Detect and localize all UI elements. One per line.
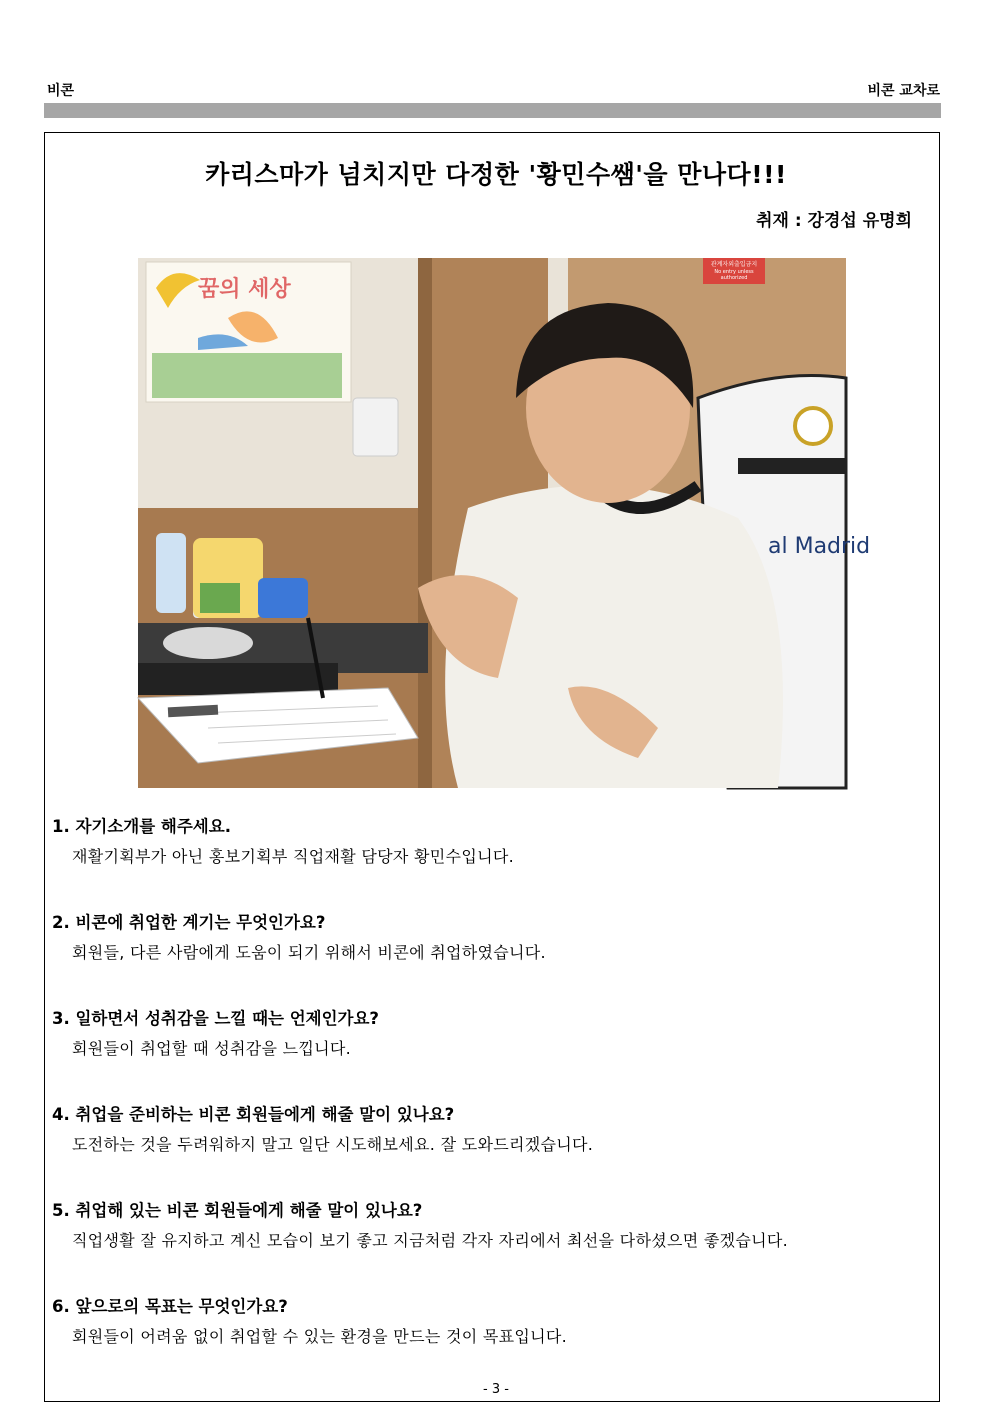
header-left-label: 비콘 — [47, 83, 75, 99]
qa-item-4 — [52, 1103, 932, 1157]
svg-text:authorized: authorized — [720, 275, 748, 281]
header-divider-bar — [44, 103, 941, 118]
page-number: - 3 - — [483, 1382, 509, 1397]
question-4: 4. 취업을 준비하는 비콘 회원들에게 해줄 말이 있나요? — [52, 1105, 455, 1124]
question-3: 3. 일하면서 성취감을 느낄 때는 언제인가요? — [52, 1009, 380, 1028]
qa-item-3 — [52, 1007, 932, 1061]
answer-1: 재활기획부가 아닌 홍보기획부 직업재활 담당자 황민수입니다. — [72, 847, 514, 866]
answer-2: 회원들, 다른 사람에게 도움이 되기 위해서 비콘에 취업하였습니다. — [72, 943, 546, 962]
article-byline: 취재 : 강경섭 유명희 — [756, 211, 912, 231]
answer-5: 직업생활 잘 유지하고 계신 모습이 보기 좋고 지금처럼 각자 자리에서 최선을 다하셨으면 좋겠습니다. — [72, 1231, 789, 1250]
qa-item-5 — [52, 1199, 932, 1253]
qa-item-2 — [52, 911, 932, 965]
interview-photo — [138, 258, 871, 788]
svg-text:관계자외출입금지: 관계자외출입금지 — [710, 261, 758, 268]
question-6: 6. 앞으로의 목표는 무엇인가요? — [52, 1297, 288, 1316]
answer-4: 도전하는 것을 두려워하지 말고 일단 시도해보세요. 잘 도와드리겠습니다. — [72, 1135, 594, 1154]
header-right-label: 비콘 교차로 — [867, 83, 940, 99]
question-5: 5. 취업해 있는 비콘 회원들에게 해줄 말이 있나요? — [52, 1201, 423, 1220]
svg-text:꿈의 세상: 꿈의 세상 — [198, 277, 291, 302]
drawing-poster — [146, 262, 351, 402]
qa-item-6 — [52, 1295, 932, 1349]
answer-6: 회원들이 어려움 없이 취업할 수 있는 환경을 만드는 것이 목표입니다. — [72, 1327, 568, 1346]
svg-text:al Madrid: al Madrid — [768, 534, 871, 559]
question-1: 1. 자기소개를 해주세요. — [52, 817, 231, 836]
question-2: 2. 비콘에 취업한 계기는 무엇인가요? — [52, 913, 326, 932]
article-title: 카리스마가 넘치지만 다정한 '황민수쌤'을 만나다!!! — [205, 160, 787, 189]
no-entry-sign — [703, 258, 765, 284]
svg-text:No entry unless: No entry unless — [714, 269, 754, 275]
answer-3: 회원들이 취업할 때 성취감을 느낍니다. — [72, 1039, 352, 1058]
qa-item-1 — [52, 815, 932, 869]
